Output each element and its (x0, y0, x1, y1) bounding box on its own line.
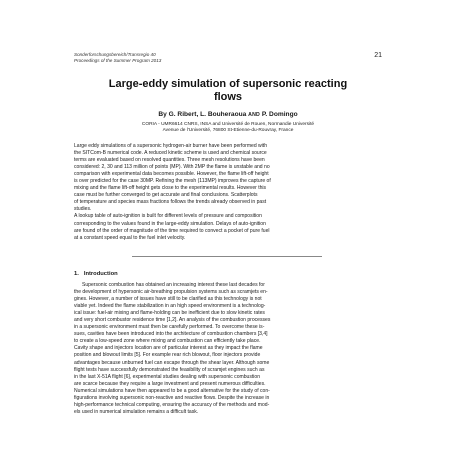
body-line: advantages because unburned fuel can escape through the shear layer. Although some (74, 359, 270, 366)
body-line: high-performance technical computing, ensuring the accuracy of the methods and mod- (74, 401, 270, 408)
paper-title-line: flows (213, 91, 243, 103)
running-head (74, 52, 384, 64)
section-divider (132, 256, 322, 257)
abstract-line: of temperature and species mass fractions follows the trends already observed in past (74, 199, 267, 206)
abstract-line: corresponding to the values found in the large-eddy simulation. Delays of auto-ignition (74, 220, 266, 227)
introduction-body (74, 282, 382, 416)
section-title: Introduction (83, 271, 118, 277)
section-number: 1. (74, 271, 79, 277)
authors-names: P. Domingo (261, 111, 298, 118)
body-line: viable yet. Indeed the flame stabilization in an high speed environment is a technolog- (74, 303, 266, 310)
body-line: and very short combustor residence time [1,2]. An analysis of the combustion processes (74, 317, 271, 324)
body-line: to create a low-speed zone where mixing and combustion can efficiently take place. (74, 338, 261, 345)
abstract-line: at a constant speed equal to the fuel inlet velocity. (74, 234, 186, 241)
abstract-line: terms are evaluated based on resolved quantities. Three mesh resolutions have been (74, 157, 265, 164)
running-head-line: Sonderforschungsbereich/Transregio 40 (74, 52, 156, 57)
body-line: in the last X-51A flight [6], experimental studies dealing with supersonic combustion (74, 373, 260, 380)
abstract-line: the SITCom-B numerical code. A reduced kinetic scheme is used and chemical source (74, 150, 267, 157)
body-line: els used in numerical simulation remains a difficult task. (74, 408, 199, 415)
body-line: flight tests have successfully demonstrated the feasibility of scramjet engines such as (74, 366, 265, 373)
body-line: figurations involving supersonic non-reactive and reactive flows. Despite the increase in (74, 394, 270, 401)
abstract-line: is over predicted for the case 30MP. Refining the mesh (113MP) improves the capture of (74, 178, 271, 185)
body-line: Cavity shape and injectors location are of particular interest as they impact the flame (74, 345, 263, 352)
body-line: gines. However, a number of issues have still to be clarified as this technology is not (74, 296, 262, 303)
body-line: the development of hypersonic air-breathing propulsion systems such as scramjets en- (74, 289, 268, 296)
abstract (74, 143, 382, 242)
authors-by: By (158, 111, 167, 118)
page-number: 21 (374, 52, 382, 59)
authors-names: G. Ribert, L. Bouheraoua (168, 111, 247, 118)
abstract-line: mixing and the flame lift-off height gets close to the experimental results. However this (74, 185, 267, 192)
abstract-line: comparison with experimental data becomes possible. However, the flame lift-off height (74, 171, 269, 178)
abstract-line: considered: 2, 30 and 113 million of points (MP). With 2MP the flame is unstable and no (74, 164, 270, 171)
authors-and: AND (248, 112, 260, 118)
affiliation (74, 122, 382, 134)
body-line: ical issue: fuel-air mixing and flame-holding can be inefficient due to slow kinetic rates (74, 310, 265, 317)
body-line: Supersonic combustion has obtained an increasing interest these last decades for (82, 282, 265, 288)
running-head-line: Proceedings of the Summer Program 2013 (74, 58, 162, 63)
abstract-line: A lookup table of auto-ignition is built for different levels of pressure and composition (74, 213, 262, 220)
abstract-line: studies. (74, 206, 92, 213)
abstract-line: Large eddy simulations of a supersonic hydrogen-air burner have been performed with (74, 143, 268, 149)
body-line: Numerical simulations have then appeared to be a good alternative for the study of con- (74, 387, 270, 394)
affiliation-line: Avenue de l'Université, 76800 St-Etienne-du-Rouvray, France (162, 128, 294, 133)
section-heading-introduction (74, 271, 382, 278)
paper-title (74, 78, 382, 104)
abstract-line: are found of the order of magnitude of the time required to convect a pocket of pure fuel (74, 227, 270, 234)
body-line: position and blowout limits [5]. For example rear rich blowout, floor injectors provide (74, 352, 261, 359)
paper-title-line: Large-eddy simulation of supersonic reacting (108, 78, 348, 90)
body-line: sues, cavities have been introduced into the architecture of combustion chambers [3,4] (74, 331, 268, 338)
affiliation-line: CORIA - UMR6614 CNRS, INSA and Université de Rouen, Normandie Université (141, 122, 315, 127)
authors (74, 111, 382, 119)
body-line: are scarce because they require a large investment and present numerous difficulties. (74, 380, 266, 387)
abstract-line: case must be further converged to get accurate and final conclusions. Scatterplots (74, 192, 258, 199)
body-line: in a supersonic environment must then be carefully performed. To overcome these is- (74, 324, 265, 331)
